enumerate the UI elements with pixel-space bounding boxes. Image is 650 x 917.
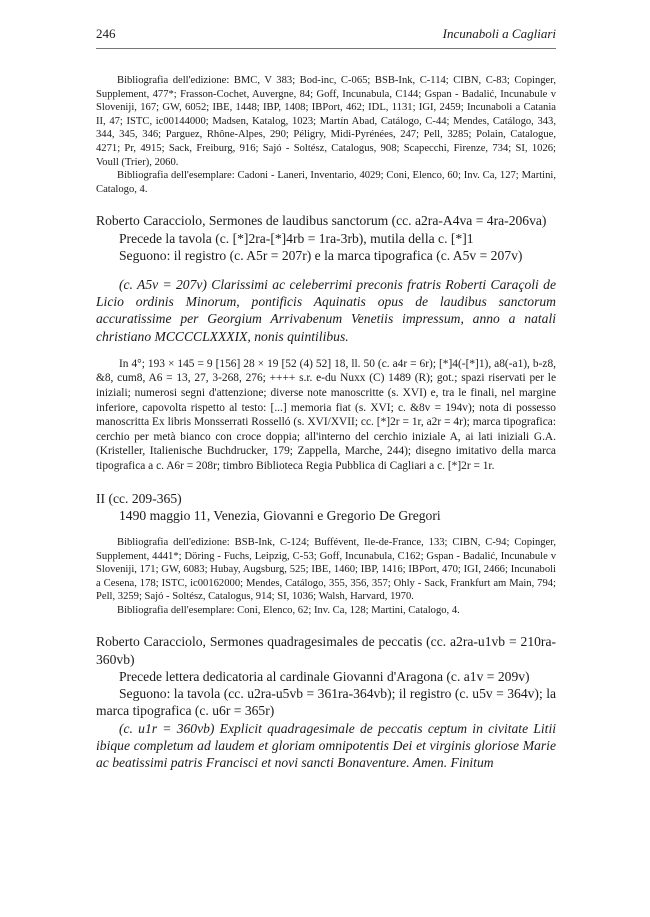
page-body xyxy=(96,74,556,771)
colophon-1: (c. A5v = 207v) Clarissimi ac celeberrimi preconis fratris Roberti Caraçoli de Licio ordinis Minorum, pontificis Aquinatis opus de laudibus sanctorum accuratissime per Georgium Arrivabenum Venetiis impressum, anno a natali christiano MCCCCLXXXIX, nonis quintilibus. xyxy=(96,276,556,344)
work-following-2: Seguono: la tavola (cc. u2ra-u5vb = 361ra-364vb); il registro (c. u5v = 364v); la marca tipografica (c. u6r = 365r) xyxy=(96,686,556,719)
work-title-1: Roberto Caracciolo, Sermones de laudibus sanctorum (cc. a2ra-A4va = 4ra-206va) xyxy=(96,213,547,229)
work-preface-2: Precede lettera dedicatoria al cardinale Giovanni d'Aragona (c. a1v = 209v) xyxy=(119,668,530,684)
colophon-2: (c. u1r = 360vb) Explicit quadragesimale de peccatis ceptum in civitate Litii ibique completum ad laudem et gloriam omnipotentis Dei et virginis gloriose Marie ac beatissimi patris Francisci et novi sancti Bonaventure. Amen. Finitum xyxy=(96,720,556,770)
page-header xyxy=(96,26,556,49)
edition-bibliography-1: Bibliografia dell'edizione: BMC, V 383; Bod-inc, C-065; BSB-Ink, C-114; CIBN, C-83; Copinger, Supplement, 477*; Frasson-Cochet, Auvergne, 84; Goff, Incunabula, C144; Gspan - Badalić, Incunabule v Sloveniji, 167; GW, 6052; IBE, 1448; IBP, 1408; IBPort, 462; IDL, 1131; IGI, 2459; Incunaboli a Catania II, 47; ISTC, ic00144000; Madsen, Katalog, 1023; Martín Abad, Catálogo, C-44; Mendes, Catálogo, 343, 344, 345, 346; Parguez, Rhône-Alpes, 290; Péligry, Midi-Pyrénées, 247; Pell, 3285; Polain, Catalogue, 4271; Pr, 4915; Sack, Freiburg, 916; Sajó - Soltész, Catalogus, 908; Scapecchi, Firenze, 734; SI, 1026; Voull (Trier), 2060. xyxy=(96,75,556,168)
physical-description-1: In 4°; 193 × 145 = 9 [156] 28 × 19 [52 (4) 52] 18, ll. 50 (c. a4r = 6r); [*]4(-[*]1), a8(-a1), b-z8, &8, cum8, A6 = 13, 27, 3-268, 276; ++++ s.r. e-du Nuxx (C) 1489 (R); got.; spazi riservati per le iniziali; numerosi segni d'attenzione; diverse note manoscritte (s. XVI) e, tra le finali, nel margine inferiore, capovolta rispetto al testo: [...] memoria fiat (s. XVI; c. &8v = 194v); nota di possesso manoscritta Ex libris Monsserrati Rosselló (s. XVI/XVII; cc. [*]2r = 1r, a2r = 4r); marca tipografica: cerchio per metà bianco con croce doppia; all'interno del cerchio iniziale A, ai lati iniziali G.A. (Kristeller, Italienische Buchdrucker, 179; Zappella, Marche, 244); disegno imitativo della marca tipografica a c. A6r = 208r; timbro Biblioteca Regia Pubblica di Cagliari a c. [*]2r = 1r. xyxy=(96,357,556,472)
volume-heading-2: II (cc. 209-365) xyxy=(96,490,182,506)
imprint-2: 1490 maggio 11, Venezia, Giovanni e Gregorio De Gregori xyxy=(119,507,441,523)
work-title-2: Roberto Caracciolo, Sermones quadragesimales de peccatis (cc. a2ra-u1vb = 210ra-360vb) xyxy=(96,634,556,667)
running-title: Incunaboli a Cagliari xyxy=(442,26,556,41)
work-preface-1: Precede la tavola (c. [*]2ra-[*]4rb = 1ra-3rb), mutila della c. [*]1 xyxy=(119,230,474,246)
copy-bibliography-2: Bibliografia dell'esemplare: Coni, Elenco, 62; Inv. Ca, 128; Martini, Catalogo, 4. xyxy=(117,604,460,616)
work-following-1: Seguono: il registro (c. A5r = 207r) e la marca tipografica (c. A5v = 207v) xyxy=(119,247,523,263)
page-number: 246 xyxy=(96,26,116,41)
edition-bibliography-2: Bibliografia dell'edizione: BSB-Ink, C-124; Buffévent, Ile-de-France, 133; CIBN, C-94; Copinger, Supplement, 4441*; Döring - Fuchs, Leipzig, C-53; Goff, Incunabula, C162; Gspan - Badalić, Incunabule v Sloveniji, 171; GW, 6083; Hubay, Augsburg, 525; IBE, 1460; IBP, 1416; IBPort, 470; IGI, 2466; Incunaboli a Cesena, 178; ISTC, ic00162000; Mendes, Catálogo, 355, 356, 357; Ohly - Sack, Frankfurt am Main, 794; Pell, 3259; Sajó - Soltész, Catalogus, 914; SI, 1036; Walsh, Harvard, 1970. xyxy=(96,536,556,603)
copy-bibliography-1: Bibliografia dell'esemplare: Cadoni - Laneri, Inventario, 4029; Coni, Elenco, 60; Inv. Ca, 127; Martini, Catalogo, 4. xyxy=(96,170,556,195)
